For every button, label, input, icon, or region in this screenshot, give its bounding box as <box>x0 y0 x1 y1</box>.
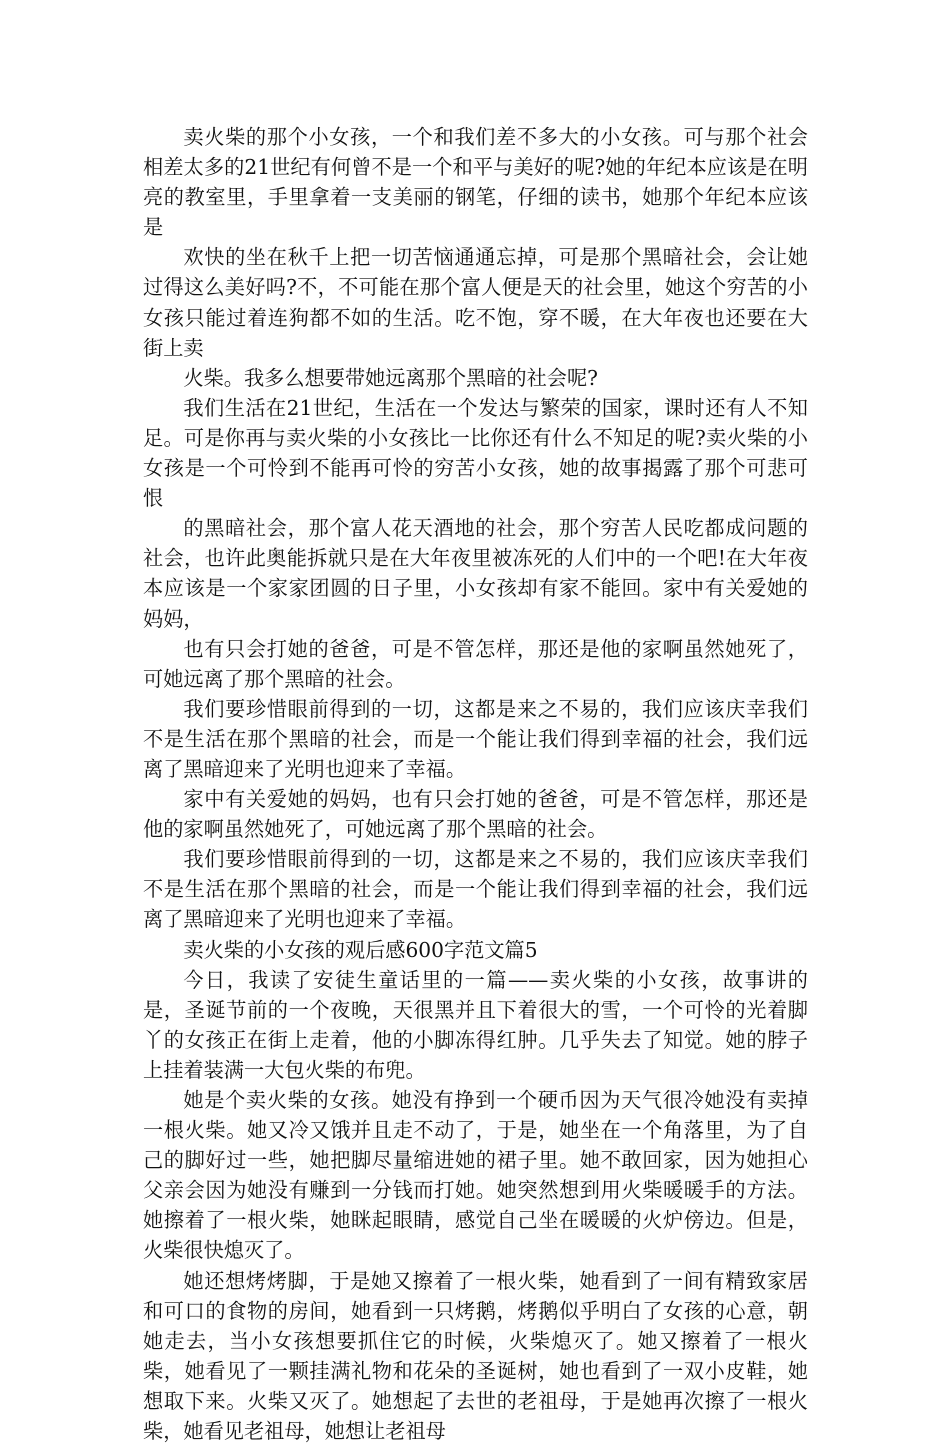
paragraph: 的黑暗社会，那个富人花天酒地的社会，那个穷苦人民吃都成问题的社会，也许此奥能拆就只是在大年夜里被冻死的人们中的一个吧!在大年夜本应该是一个家家团圆的日子里，小女孩却有家不能回。家中有关爱她的妈妈， <box>143 516 808 631</box>
document-page <box>143 122 808 1446</box>
paragraph: 欢快的坐在秋千上把一切苦恼通通忘掉，可是那个黑暗社会，会让她过得这么美好吗?不，不可能在那个富人便是天的社会里，她这个穷苦的小女孩只能过着连狗都不如的生活。吃不饱，穿不暖，在大年夜也还要在大街上卖 <box>143 245 808 360</box>
paragraph: 她是个卖火柴的女孩。她没有挣到一个硬币因为天气很冷她没有卖掉一根火柴。她又冷又饿并且走不动了，于是，她坐在一个角落里，为了自己的脚好过一些，她把脚尽量缩进她的裙子里。她不敢回家，因为她担心父亲会因为她没有赚到一分钱而打她。她突然想到用火柴暖暖手的方法。她擦着了一根火柴，她眯起眼睛，感觉自己坐在暖暖的火炉傍边。但是，火柴很快熄灭了。 <box>143 1088 808 1263</box>
paragraph: 今日，我读了安徒生童话里的一篇——卖火柴的小女孩，故事讲的是，圣诞节前的一个夜晚，天很黑并且下着很大的雪，一个可怜的光着脚丫的女孩正在街上走着，他的小脚冻得红肿。几乎失去了知觉。她的脖子上挂着装满一大包火柴的布兜。 <box>143 967 808 1082</box>
paragraph: 卖火柴的那个小女孩，一个和我们差不多大的小女孩。可与那个社会相差太多的21世纪有何曾不是一个和平与美好的呢?她的年纪本应该是在明亮的教室里，手里拿着一支美丽的钢笔，仔细的读书，她那个年纪本应该是 <box>143 125 808 240</box>
paragraph: 我们要珍惜眼前得到的一切，这都是来之不易的，我们应该庆幸我们不是生活在那个黑暗的社会，而是一个能让我们得到幸福的社会，我们远离了黑暗迎来了光明也迎来了幸福。 <box>143 847 808 932</box>
paragraph: 我们生活在21世纪，生活在一个发达与繁荣的国家，课时还有人不知足。可是你再与卖火柴的小女孩比一比你还有什么不知足的呢?卖火柴的小女孩是一个可怜到不能再可怜的穷苦小女孩，她的故事揭露了那个可悲可恨 <box>143 395 808 511</box>
section-heading: 卖火柴的小女孩的观后感600字范文篇5 <box>183 937 538 962</box>
paragraph: 她还想烤烤脚，于是她又擦着了一根火柴，她看到了一间有精致家居和可口的食物的房间，她看到一只烤鹅，烤鹅似乎明白了女孩的心意，朝她走去，当小女孩想要抓住它的时候，火柴熄灭了。她又擦着了一根火柴，她看见了一颗挂满礼物和花朵的圣诞树，她也看到了一双小皮鞋，她想取下来。火柴又灭了。她想起了去世的老祖母，于是她再次擦了一根火柴，她看见老祖母，她想让老祖母 <box>143 1268 808 1444</box>
paragraph: 家中有关爱她的妈妈，也有只会打她的爸爸，可是不管怎样，那还是他的家啊虽然她死了，可她远离了那个黑暗的社会。 <box>143 787 808 842</box>
paragraph: 火柴。我多么想要带她远离那个黑暗的社会呢? <box>183 365 598 390</box>
paragraph: 也有只会打她的爸爸，可是不管怎样，那还是他的家啊虽然她死了，可她远离了那个黑暗的社会。 <box>143 636 808 691</box>
paragraph: 我们要珍惜眼前得到的一切，这都是来之不易的，我们应该庆幸我们不是生活在那个黑暗的社会，而是一个能让我们得到幸福的社会，我们远离了黑暗迎来了光明也迎来了幸福。 <box>143 696 808 781</box>
